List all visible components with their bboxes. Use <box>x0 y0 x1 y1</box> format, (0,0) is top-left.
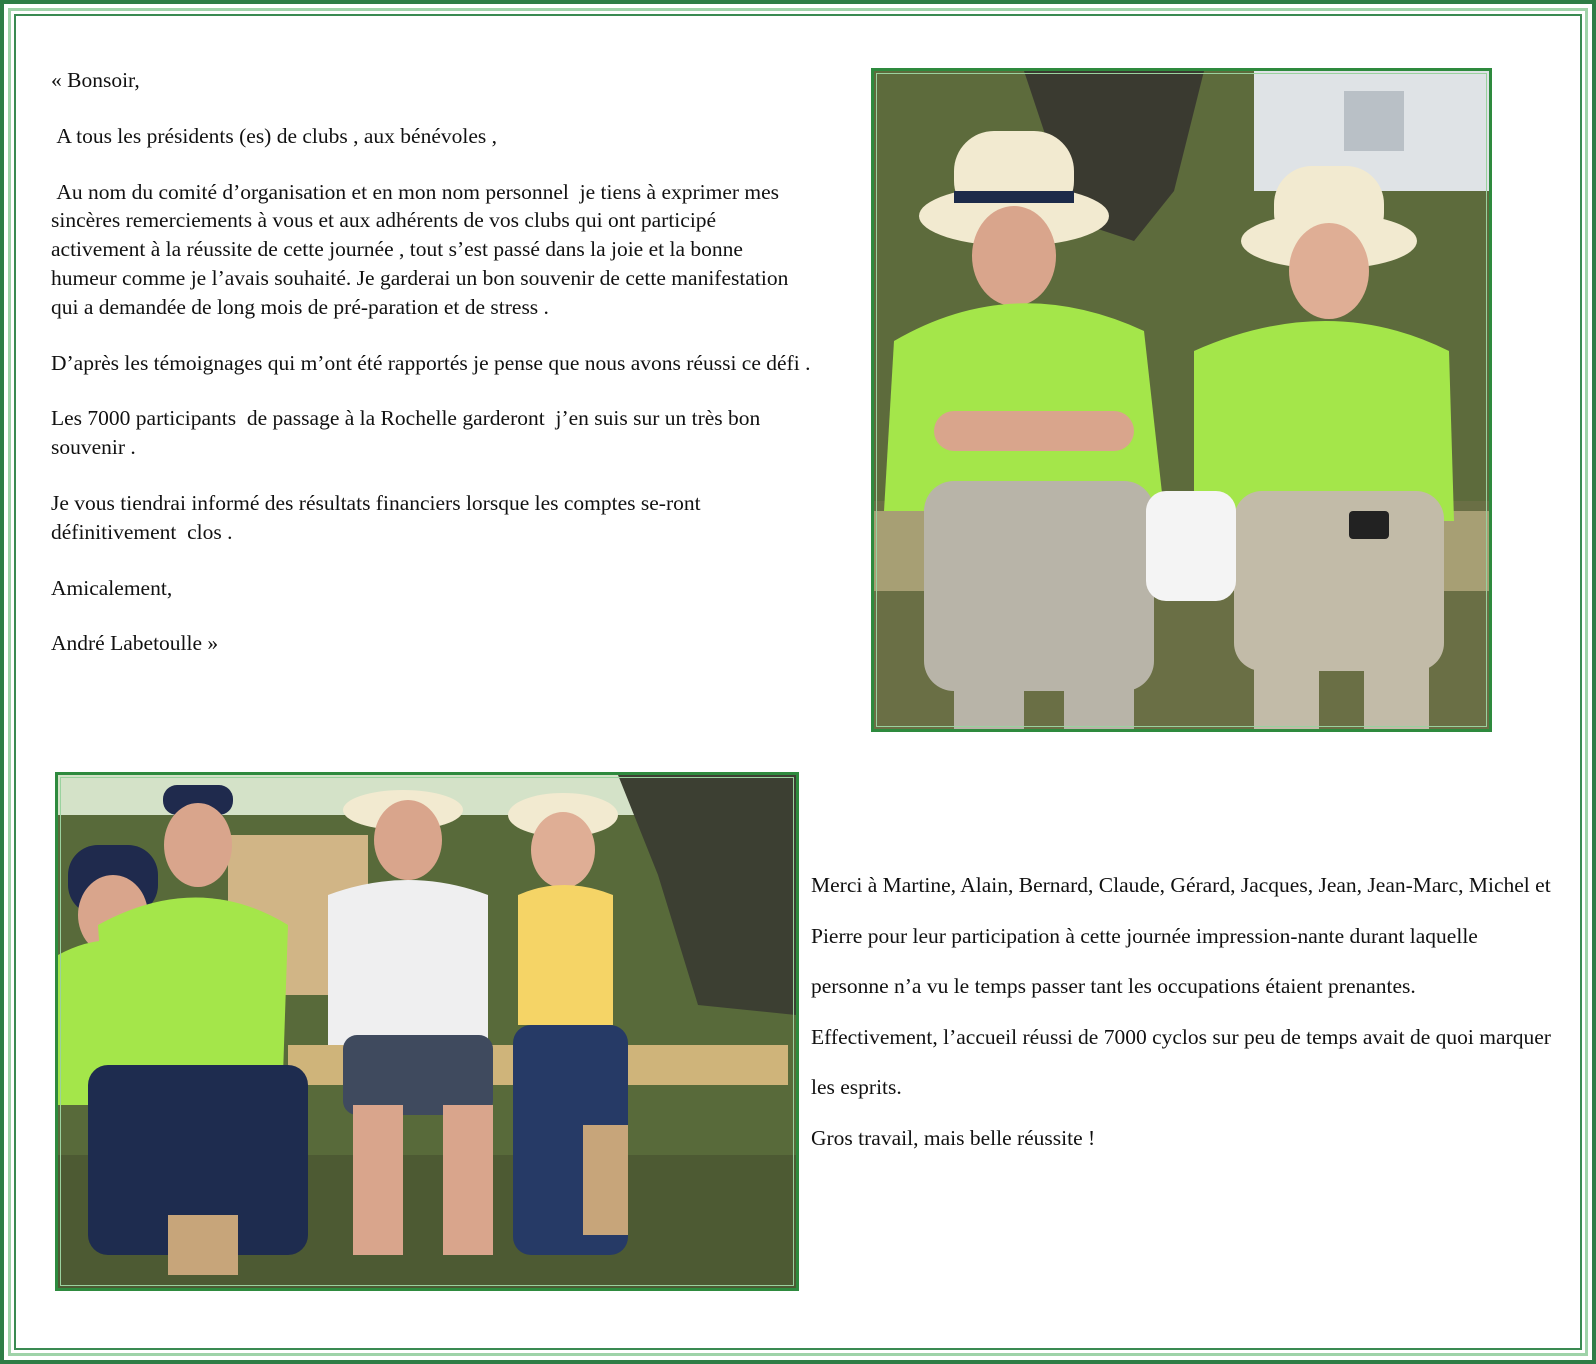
thanks-paragraph: Effectivement, l’accueil réussi de 7000 cyclos sur peu de temps avait de quoi marquer les esprits. <box>811 1024 1551 1099</box>
photo-group-volunteers-illustration <box>58 775 796 1288</box>
thanks-text <box>811 860 1556 1163</box>
letter-paragraph: D’après les témoignages qui m’ont été rapportés je pense que nous avons réussi ce défi . <box>51 350 811 375</box>
photo-group-volunteers <box>55 772 799 1291</box>
photo-two-volunteers <box>871 68 1492 732</box>
photo-two-volunteers-illustration <box>874 71 1489 729</box>
letter-text <box>51 66 811 685</box>
letter-paragraph: Je vous tiendrai informé des résultats financiers lorsque les comptes se-ront définitivement clos . <box>51 490 706 544</box>
letter-address: A tous les présidents (es) de clubs , aux bénévoles , <box>51 123 498 148</box>
letter-paragraph: Les 7000 participants de passage à la Rochelle garderont j’en suis sur un très bon souvenir . <box>51 406 766 460</box>
letter-paragraph: Au nom du comité d’organisation et en mon nom personnel je tiens à exprimer mes sincères remerciements à vous et aux adhérents de vos clubs qui ont participé activement à la réussite de cette journée , tout s’est passé dans la joie et la bonne humeur comme je l’avais souhaité. Je garderai un bon souvenir de cette manifestation qui a demandée de long mois de pré-paration et de stress . <box>51 179 794 319</box>
letter-greeting: « Bonsoir, <box>51 68 140 92</box>
letter-closing: Amicalement, <box>51 575 173 600</box>
thanks-paragraph: Gros travail, mais belle réussite ! <box>811 1125 1096 1150</box>
letter-signature: André Labetoulle » <box>51 631 219 656</box>
thanks-paragraph: Merci à Martine, Alain, Bernard, Claude, Gérard, Jacques, Jean, Jean-Marc, Michel et Pierre pour leur participation à cette journée impression-nante durant laquelle personne n’a vu le temps passer tant les occupations étaient prenantes. <box>811 873 1551 998</box>
